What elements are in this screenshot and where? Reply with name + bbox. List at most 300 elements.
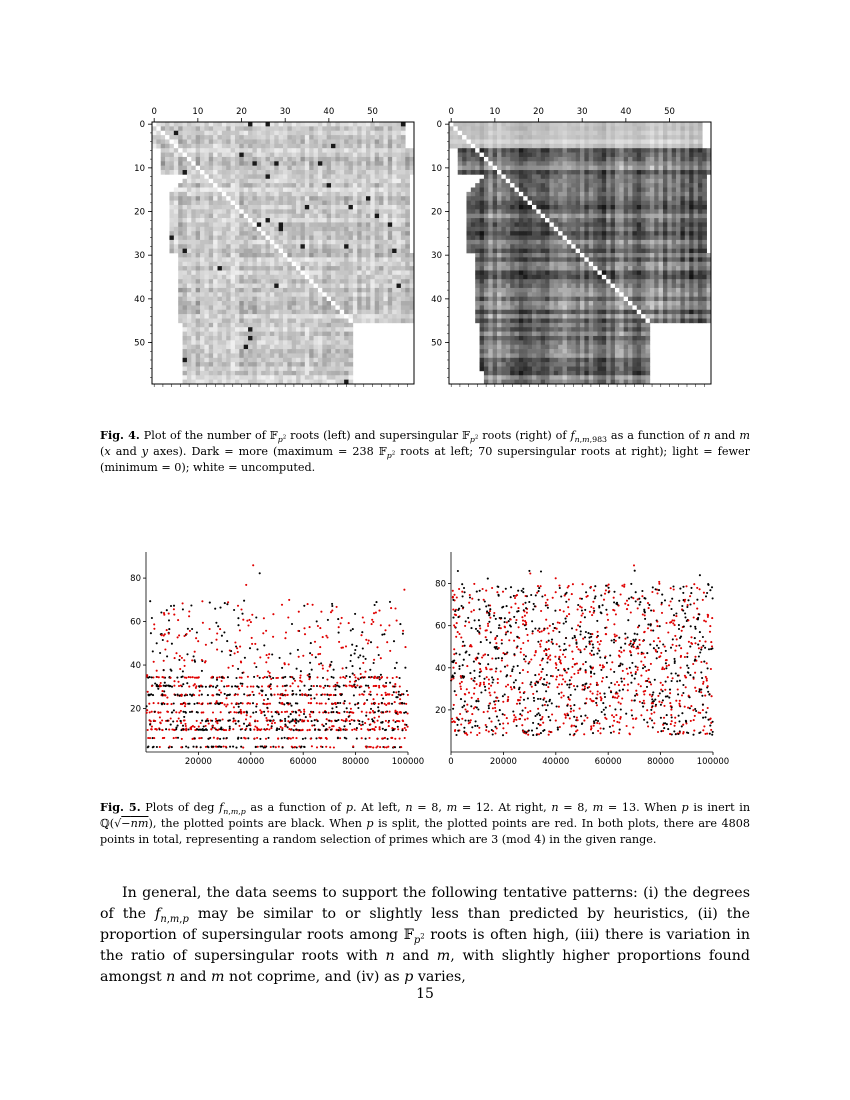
- heatmap-cell: [349, 188, 354, 193]
- heatmap-cell: [270, 305, 275, 310]
- heatmap-cell: [257, 262, 262, 267]
- heatmap-cell: [624, 253, 629, 258]
- heatmap-cell: [152, 144, 157, 149]
- heatmap-cell: [685, 231, 690, 236]
- heatmap-cell: [388, 270, 393, 275]
- heatmap-cell: [392, 236, 397, 241]
- heatmap-cell: [327, 192, 332, 197]
- heatmap-cell: [296, 157, 301, 162]
- heatmap-cell: [226, 284, 231, 289]
- heatmap-cell: [248, 135, 253, 140]
- heatmap-cell: [196, 336, 201, 341]
- heatmap-cell: [183, 292, 188, 297]
- heatmap-cell: [327, 179, 332, 184]
- heatmap-cell: [292, 170, 297, 175]
- heatmap-cell: [287, 170, 292, 175]
- heatmap-cell: [536, 236, 541, 241]
- heatmap-cell: [506, 144, 511, 149]
- heatmap-cell: [235, 279, 240, 284]
- heatmap-cell: [191, 126, 196, 131]
- heatmap-cell: [204, 131, 209, 136]
- heatmap-cell: [261, 345, 266, 350]
- heatmap-cell: [698, 126, 703, 131]
- heatmap-cell: [659, 126, 664, 131]
- heatmap-cell: [226, 319, 231, 324]
- heatmap-cell: [510, 126, 515, 131]
- heatmap-cell: [200, 161, 205, 166]
- heatmap-cell: [244, 131, 249, 136]
- heatmap-cell: [239, 122, 244, 127]
- heatmap-cell: [357, 301, 362, 306]
- heatmap-cell: [497, 244, 502, 249]
- heatmap-cell: [405, 161, 410, 166]
- heatmap-cell: [458, 131, 463, 136]
- heatmap-cell: [200, 188, 205, 193]
- heatmap-cell: [637, 170, 642, 175]
- heatmap-cell: [196, 323, 201, 328]
- heatmap-cell: [366, 266, 371, 271]
- heatmap-cell: [156, 139, 161, 144]
- heatmap-cell: [252, 367, 257, 372]
- heatmap-cell: [340, 327, 345, 332]
- heatmap-cell: [375, 131, 380, 136]
- heatmap-cell: [222, 218, 227, 223]
- heatmap-cell: [261, 166, 266, 171]
- heatmap-cell: [615, 236, 620, 241]
- heatmap-cell: [300, 275, 305, 280]
- heatmap-cell: [309, 353, 314, 358]
- heatmap-cell: [624, 240, 629, 245]
- heatmap-cell: [244, 319, 249, 324]
- heatmap-cell: [213, 139, 218, 144]
- heatmap-cell: [274, 371, 279, 376]
- heatmap-cell: [270, 253, 275, 258]
- heatmap-cell: [672, 174, 677, 179]
- heatmap-cell: [183, 196, 188, 201]
- heatmap-cell: [536, 188, 541, 193]
- heatmap-cell: [462, 139, 467, 144]
- heatmap-cell: [344, 122, 349, 127]
- heatmap-cell: [366, 161, 371, 166]
- heatmap-cell: [349, 314, 354, 319]
- heatmap-cell: [405, 275, 410, 280]
- heatmap-cell: [663, 166, 668, 171]
- heatmap-cell: [405, 166, 410, 171]
- heatmap-cell: [694, 131, 699, 136]
- heatmap-cell: [680, 183, 685, 188]
- heatmap-cell: [584, 253, 589, 258]
- heatmap-cell: [239, 275, 244, 280]
- heatmap-cell: [231, 292, 236, 297]
- heatmap-cell: [204, 126, 209, 131]
- heatmap-cell: [204, 192, 209, 197]
- heatmap-cell: [204, 310, 209, 315]
- heatmap-cell: [231, 183, 236, 188]
- heatmap-cell: [392, 249, 397, 254]
- heatmap-cell: [654, 183, 659, 188]
- heatmap-cell: [340, 310, 345, 315]
- heatmap-cell: [558, 209, 563, 214]
- heatmap-cell: [680, 126, 685, 131]
- heatmap-cell: [685, 166, 690, 171]
- heatmap-cell: [331, 253, 336, 258]
- heatmap-cell: [462, 126, 467, 131]
- heatmap-cell: [654, 122, 659, 127]
- heatmap-cell: [178, 284, 183, 289]
- heatmap-cell: [357, 319, 362, 324]
- heatmap-cell: [287, 179, 292, 184]
- heatmap-cell: [611, 170, 616, 175]
- heatmap-cell: [383, 166, 388, 171]
- heatmap-cell: [619, 218, 624, 223]
- heatmap-cell: [274, 236, 279, 241]
- heatmap-cell: [279, 305, 284, 310]
- heatmap-cell: [274, 201, 279, 206]
- heatmap-cell: [309, 153, 314, 158]
- heatmap-cell: [322, 297, 327, 302]
- heatmap-cell: [663, 135, 668, 140]
- heatmap-cell: [694, 166, 699, 171]
- heatmap-cell: [231, 144, 236, 149]
- heatmap-cell: [235, 266, 240, 271]
- heatmap-cell: [191, 135, 196, 140]
- heatmap-cell: [322, 170, 327, 175]
- heatmap-cell: [375, 253, 380, 258]
- heatmap-cell: [501, 240, 506, 245]
- heatmap-cell: [641, 161, 646, 166]
- heatmap-cell: [322, 135, 327, 140]
- heatmap-cell: [213, 367, 218, 372]
- heatmap-cell: [322, 196, 327, 201]
- heatmap-cell: [702, 201, 707, 206]
- heatmap-cell: [231, 314, 236, 319]
- heatmap-cell: [296, 227, 301, 232]
- heatmap-cell: [602, 144, 607, 149]
- heatmap-cell: [327, 327, 332, 332]
- heatmap-cell: [274, 253, 279, 258]
- heatmap-cell: [270, 262, 275, 267]
- heatmap-cell: [183, 319, 188, 324]
- heatmap-cell: [196, 332, 201, 337]
- heatmap-cell: [257, 358, 262, 363]
- heatmap-cell: [593, 236, 598, 241]
- heatmap-cell: [576, 249, 581, 254]
- heatmap-cell: [624, 135, 629, 140]
- heatmap-cell: [183, 240, 188, 245]
- heatmap-cell: [204, 231, 209, 236]
- heatmap-cell: [541, 131, 546, 136]
- heatmap-cell: [266, 201, 271, 206]
- heatmap-cell: [322, 292, 327, 297]
- heatmap-cell: [314, 174, 319, 179]
- heatmap-cell: [584, 166, 589, 171]
- heatmap-cell: [322, 209, 327, 214]
- heatmap-cell: [519, 157, 524, 162]
- heatmap-cell: [300, 249, 305, 254]
- heatmap-cell: [187, 188, 192, 193]
- heatmap-cell: [274, 218, 279, 223]
- heatmap-cell: [453, 144, 458, 149]
- heatmap-cell: [331, 262, 336, 267]
- heatmap-cell: [379, 319, 384, 324]
- heatmap-cell: [528, 205, 533, 210]
- heatmap-cell: [344, 284, 349, 289]
- heatmap-cell: [366, 183, 371, 188]
- heatmap-cell: [676, 214, 681, 219]
- heatmap-cell: [466, 227, 471, 232]
- heatmap-cell: [340, 375, 345, 380]
- heatmap-cell: [449, 135, 454, 140]
- heatmap-cell: [593, 122, 598, 127]
- heatmap-cell: [488, 161, 493, 166]
- heatmap-cell: [510, 253, 515, 258]
- heatmap-cell: [632, 205, 637, 210]
- heatmap-cell: [484, 122, 489, 127]
- heatmap-cell: [305, 126, 310, 131]
- heatmap-cell: [545, 174, 550, 179]
- heatmap-cell: [370, 201, 375, 206]
- heatmap-cell: [515, 122, 520, 127]
- heatmap-cell: [279, 336, 284, 341]
- heatmap-cell: [519, 218, 524, 223]
- heatmap-cell: [222, 362, 227, 367]
- heatmap-cell: [501, 209, 506, 214]
- heatmap-cell: [239, 345, 244, 350]
- heatmap-cell: [641, 231, 646, 236]
- heatmap-cell: [314, 297, 319, 302]
- heatmap-cell: [392, 126, 397, 131]
- heatmap-cell: [702, 148, 707, 153]
- heatmap-cell: [178, 183, 183, 188]
- heatmap-cell: [327, 135, 332, 140]
- heatmap-cell: [169, 170, 174, 175]
- heatmap-cell: [178, 126, 183, 131]
- heatmap-cell: [589, 209, 594, 214]
- heatmap-cell: [480, 153, 485, 158]
- heatmap-cell: [248, 284, 253, 289]
- heatmap-cell: [353, 148, 358, 153]
- heatmap-cell: [501, 179, 506, 184]
- heatmap-cell: [300, 148, 305, 153]
- heatmap-cell: [528, 209, 533, 214]
- heatmap-cell: [567, 183, 572, 188]
- heatmap-cell: [239, 205, 244, 210]
- heatmap-cell: [239, 166, 244, 171]
- heatmap-cell: [558, 201, 563, 206]
- heatmap-cell: [318, 284, 323, 289]
- heatmap-cell: [331, 135, 336, 140]
- heatmap-cell: [580, 192, 585, 197]
- heatmap-cell: [462, 144, 467, 149]
- heatmap-cell: [466, 222, 471, 227]
- heatmap-cell: [244, 340, 249, 345]
- heatmap-cell: [335, 205, 340, 210]
- heatmap-cell: [680, 227, 685, 232]
- heatmap-cell: [318, 131, 323, 136]
- heatmap-cell: [231, 349, 236, 354]
- heatmap-cell: [401, 227, 406, 232]
- heatmap-cell: [388, 292, 393, 297]
- heatmap-cell: [392, 139, 397, 144]
- heatmap-cell: [196, 257, 201, 262]
- heatmap-cell: [541, 166, 546, 171]
- heatmap-cell: [300, 305, 305, 310]
- heatmap-cell: [554, 222, 559, 227]
- heatmap-cell: [178, 262, 183, 267]
- heatmap-cell: [327, 349, 332, 354]
- heatmap-cell: [349, 231, 354, 236]
- heatmap-cell: [383, 257, 388, 262]
- heatmap-cell: [401, 174, 406, 179]
- heatmap-cell: [309, 227, 314, 232]
- heatmap-cell: [231, 297, 236, 302]
- heatmap-cell: [392, 174, 397, 179]
- heatmap-cell: [279, 292, 284, 297]
- heatmap-cell: [252, 135, 257, 140]
- heatmap-cell: [449, 122, 454, 127]
- heatmap-cell: [405, 183, 410, 188]
- heatmap-cell: [187, 349, 192, 354]
- heatmap-cell: [209, 236, 214, 241]
- heatmap-cell: [266, 349, 271, 354]
- heatmap-cell: [335, 174, 340, 179]
- heatmap-cell: [204, 218, 209, 223]
- heatmap-cell: [335, 358, 340, 363]
- heatmap-cell: [187, 310, 192, 315]
- heatmap-cell: [401, 257, 406, 262]
- heatmap-cell: [646, 205, 651, 210]
- heatmap-cell: [283, 135, 288, 140]
- heatmap-cell: [349, 367, 354, 372]
- heatmap-cell: [327, 340, 332, 345]
- heatmap-cell: [204, 135, 209, 140]
- heatmap-cell: [235, 270, 240, 275]
- heatmap-cell: [663, 209, 668, 214]
- heatmap-cell: [650, 157, 655, 162]
- heatmap-cell: [314, 314, 319, 319]
- heatmap-cell: [266, 275, 271, 280]
- heatmap-cell: [549, 205, 554, 210]
- heatmap-cell: [515, 188, 520, 193]
- heatmap-cell: [654, 188, 659, 193]
- heatmap-cell: [680, 161, 685, 166]
- heatmap-cell: [226, 371, 231, 376]
- heatmap-cell: [178, 270, 183, 275]
- heatmap-cell: [187, 358, 192, 363]
- heatmap-cell: [287, 236, 292, 241]
- heatmap-cell: [528, 183, 533, 188]
- heatmap-cell: [388, 231, 393, 236]
- heatmap-cell: [383, 161, 388, 166]
- heatmap-cell: [335, 270, 340, 275]
- heatmap-cell: [637, 196, 642, 201]
- heatmap-cell: [331, 371, 336, 376]
- heatmap-cell: [698, 196, 703, 201]
- heatmap-cell: [209, 275, 214, 280]
- heatmap-cell: [257, 157, 262, 162]
- heatmap-cell: [178, 244, 183, 249]
- heatmap-cell: [222, 222, 227, 227]
- heatmap-cell: [580, 222, 585, 227]
- heatmap-cell: [676, 166, 681, 171]
- heatmap-cell: [191, 345, 196, 350]
- heatmap-cell: [576, 183, 581, 188]
- heatmap-cell: [314, 144, 319, 149]
- heatmap-cell: [698, 174, 703, 179]
- heatmap-cell: [580, 139, 585, 144]
- heatmap-cell: [580, 209, 585, 214]
- heatmap-cell: [397, 240, 402, 245]
- heatmap-cell: [488, 227, 493, 232]
- heatmap-cell: [357, 305, 362, 310]
- heatmap-cell: [191, 279, 196, 284]
- heatmap-cell: [349, 205, 354, 210]
- heatmap-cell: [523, 244, 528, 249]
- heatmap-cell: [541, 253, 546, 258]
- heatmap-cell: [628, 148, 633, 153]
- heatmap-cell: [287, 288, 292, 293]
- heatmap-cell: [244, 161, 249, 166]
- heatmap-cell: [322, 174, 327, 179]
- heatmap-cell: [244, 314, 249, 319]
- heatmap-cell: [300, 345, 305, 350]
- heatmap-cell: [619, 201, 624, 206]
- heatmap-cell: [554, 126, 559, 131]
- heatmap-cell: [488, 131, 493, 136]
- heatmap-cell: [602, 196, 607, 201]
- heatmap-cell: [510, 157, 515, 162]
- heatmap-cell: [252, 192, 257, 197]
- heatmap-cell: [515, 131, 520, 136]
- heatmap-cell: [405, 227, 410, 232]
- heatmap-cell: [383, 209, 388, 214]
- heatmap-cell: [287, 135, 292, 140]
- heatmap-cell: [209, 253, 214, 258]
- heatmap-cell: [694, 122, 699, 127]
- heatmap-cell: [231, 253, 236, 258]
- heatmap-cell: [689, 174, 694, 179]
- heatmap-cell: [584, 135, 589, 140]
- heatmap-cell: [506, 139, 511, 144]
- heatmap-cell: [235, 253, 240, 258]
- heatmap-cell: [296, 367, 301, 372]
- heatmap-cell: [405, 270, 410, 275]
- heatmap-cell: [292, 244, 297, 249]
- heatmap-cell: [244, 301, 249, 306]
- heatmap-cell: [541, 196, 546, 201]
- heatmap-cell: [650, 131, 655, 136]
- heatmap-cell: [484, 244, 489, 249]
- heatmap-cell: [484, 170, 489, 175]
- heatmap-cell: [506, 240, 511, 245]
- heatmap-cell: [659, 179, 664, 184]
- heatmap-cell: [257, 336, 262, 341]
- heatmap-cell: [659, 183, 664, 188]
- heatmap-cell: [322, 332, 327, 337]
- heatmap-cell: [222, 161, 227, 166]
- heatmap-cell: [266, 135, 271, 140]
- heatmap-cell: [523, 188, 528, 193]
- heatmap-cell: [222, 135, 227, 140]
- heatmap-cell: [183, 205, 188, 210]
- heatmap-cell: [519, 126, 524, 131]
- heatmap-cell: [576, 174, 581, 179]
- heatmap-cell: [480, 231, 485, 236]
- heatmap-cell: [685, 170, 690, 175]
- heatmap-cell: [619, 131, 624, 136]
- heatmap-cell: [213, 183, 218, 188]
- heatmap-cell: [619, 135, 624, 140]
